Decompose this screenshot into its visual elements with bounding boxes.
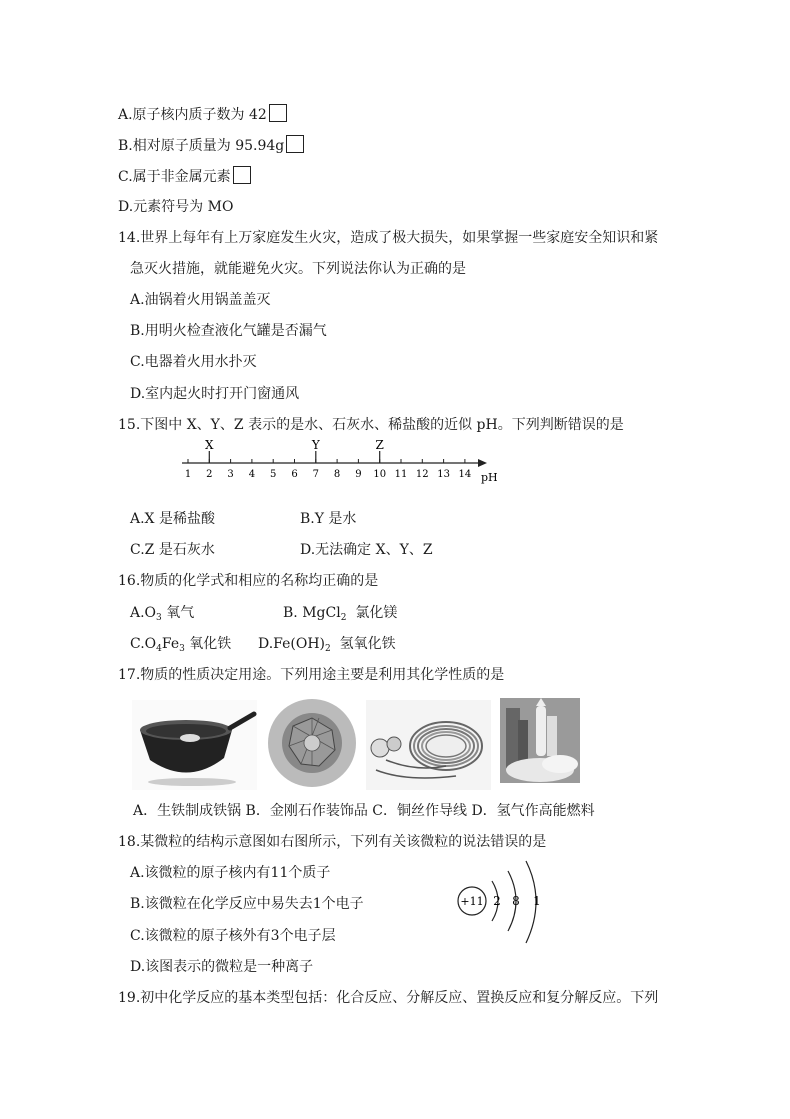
q14-stem-line2: 急灭火措施，就能避免火灾。下列说法你认为正确的是 (130, 261, 466, 277)
q16-option-a (130, 604, 194, 627)
q16-option-c (130, 635, 231, 658)
q15-stem: 15.下图中 X、Y、Z 表示的是水、石灰水、稀盐酸的近似 pH。下列判断错误的是 (118, 417, 624, 433)
q13-option-a (118, 104, 287, 124)
ph-marker-label-x: X (205, 438, 214, 452)
q16-a-sub: 3 (156, 613, 162, 623)
q14-option-c: C.电器着火用水扑灭 (130, 354, 257, 370)
ph-marker-label-y: Y (311, 438, 320, 452)
q13-option-c (118, 166, 251, 186)
q16-c-mid: Fe (161, 636, 180, 652)
atom-structure-diagram (450, 855, 550, 950)
ph-tick-label: 12 (415, 469, 429, 480)
rocket-launch-picture (500, 698, 580, 783)
ph-marker-label-z: Z (375, 438, 384, 452)
shell-2-electrons: 8 (512, 894, 520, 908)
q13-option-d-text: D.元素符号为 MO (118, 199, 234, 215)
q16-d-sub: 2 (325, 644, 331, 654)
ph-tick-label: 11 (394, 469, 408, 480)
q15-option-b: B.Y 是水 (300, 511, 357, 527)
q16-option-b (283, 604, 397, 627)
q13-option-d (118, 198, 233, 216)
q15-option-d: D.无法确定 X、Y、Z (300, 542, 433, 558)
q16-b-prefix: B. MgCl (283, 605, 341, 621)
q13-option-a-text: A.原子核内质子数为 42 (118, 107, 267, 123)
iron-wok-picture (132, 700, 257, 790)
q19-stem: 19.初中化学反应的基本类型包括：化合反应、分解反应、置换反应和复分解反应。下列 (118, 990, 659, 1006)
shell-3-electrons: 1 (533, 894, 541, 908)
ph-tick-label: 5 (270, 469, 277, 480)
answer-box[interactable] (269, 104, 287, 122)
q14-option-d: D.室内起火时打开门窗通风 (130, 386, 300, 402)
ph-tick-label: 13 (437, 469, 450, 480)
answer-box[interactable] (233, 166, 251, 184)
q16-a-prefix: A.O (130, 605, 157, 621)
q15-option-c: C.Z 是石灰水 (130, 542, 215, 558)
ph-unit-label: pH (481, 471, 498, 484)
q16-c-sub1: 4 (156, 644, 162, 654)
ph-tick-label: 2 (206, 469, 213, 480)
shell-1-electrons: 2 (493, 894, 501, 908)
q13-option-b (118, 135, 304, 155)
q16-b-name: 氯化镁 (355, 605, 398, 621)
q14-option-a: A.油锅着火用锅盖盖灭 (130, 292, 271, 308)
q14-stem-line1: 14.世界上每年有上万家庭发生火灾，造成了极大损失，如果掌握一些家庭安全知识和紧 (118, 230, 659, 246)
ph-tick-label: 4 (248, 469, 256, 480)
ph-tick-label: 10 (373, 469, 387, 480)
ph-tick-label: 3 (227, 469, 234, 480)
ph-scale (178, 436, 508, 486)
q15-option-a: A.X 是稀盐酸 (130, 511, 215, 527)
q17-caption: A．生铁制成铁锅 B．金刚石作装饰品 C．铜丝作导线 D．氢气作高能燃料 (133, 803, 595, 819)
q18-option-d: D.该图表示的微粒是一种离子 (130, 959, 314, 975)
q18-option-b: B.该微粒在化学反应中易失去1个电子 (130, 896, 364, 912)
q16-c-name: 氧化铁 (189, 636, 232, 652)
q18-stem: 18.某微粒的结构示意图如右图所示，下列有关该微粒的说法错误的是 (118, 834, 547, 850)
ph-tick-label: 14 (458, 469, 472, 480)
q14-option-b: B.用明火检查液化气罐是否漏气 (130, 323, 327, 339)
nucleus-charge: +11 (460, 895, 484, 908)
q16-option-d (258, 635, 396, 658)
q17-stem: 17.物质的性质决定用途。下列用途主要是利用其化学性质的是 (118, 667, 505, 683)
q16-c-prefix: C.O (130, 636, 157, 652)
copper-wire-picture (366, 700, 491, 790)
ph-tick-label: 8 (333, 469, 341, 480)
q13-option-b-text: B.相对原子质量为 95.94g (118, 138, 285, 154)
q16-a-name: 氧气 (166, 605, 195, 621)
ph-tick-label: 1 (184, 469, 192, 480)
ph-tick-label: 7 (312, 469, 319, 480)
answer-box[interactable] (286, 135, 304, 153)
ph-tick-label: 9 (355, 469, 362, 480)
q13-option-c-text: C.属于非金属元素 (118, 169, 231, 185)
ph-tick-label: 6 (291, 469, 298, 480)
ph-axis-arrow (478, 459, 487, 467)
q18-option-c: C.该微粒的原子核外有3个电子层 (130, 928, 336, 944)
diamond-picture (267, 698, 357, 788)
q16-c-sub2: 3 (179, 644, 185, 654)
q16-stem: 16.物质的化学式和相应的名称均正确的是 (118, 573, 379, 589)
q18-option-a: A.该微粒的原子核内有11个质子 (130, 865, 331, 881)
q16-b-sub: 2 (340, 613, 347, 623)
q16-d-prefix: D.Fe(OH) (258, 636, 326, 652)
q16-d-name: 氢氧化铁 (339, 636, 396, 652)
